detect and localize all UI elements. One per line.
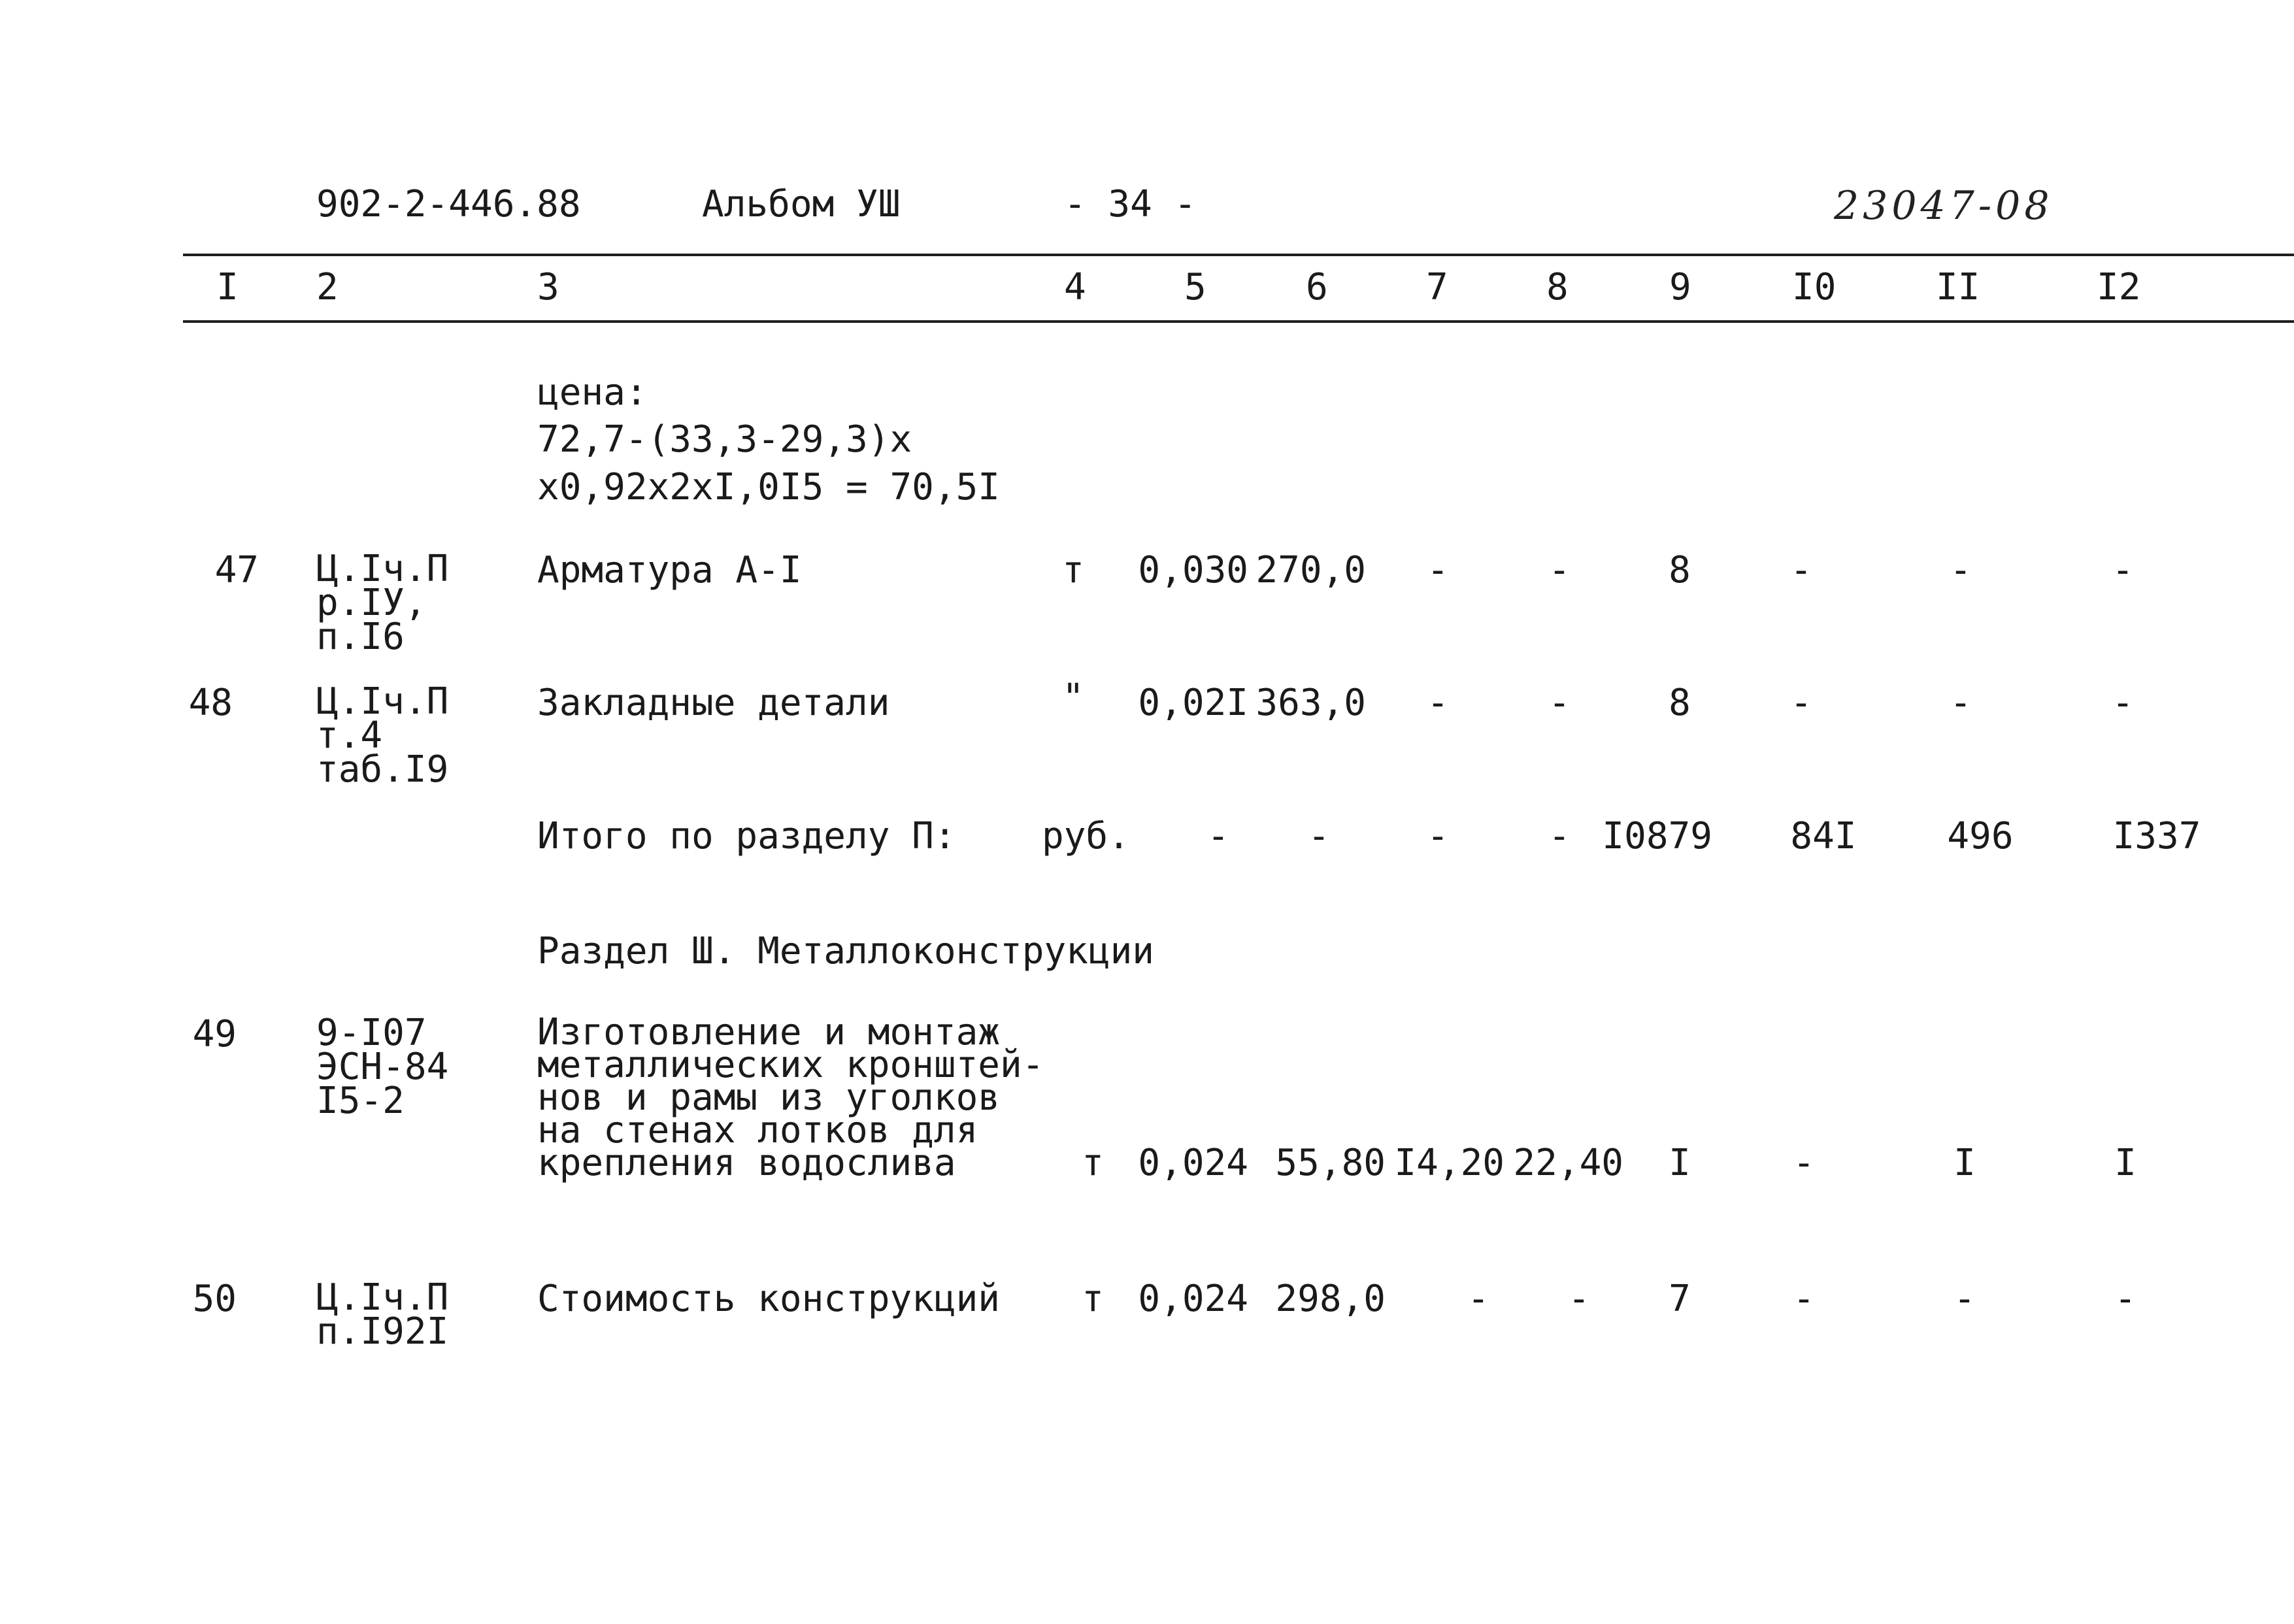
row-cell: 8 [1669,682,1691,724]
row-cell: - [1427,549,1449,591]
row-cell: - [1790,549,1812,591]
row-cell: 22,40 [1513,1142,1623,1184]
row-number: 47 [214,549,259,591]
row-name: Стоимость конструкций [537,1278,1001,1320]
handwritten-number: 23047-08 [1834,183,2053,229]
row-name: Арматура А-I [537,549,802,591]
row-unit-price: 363,0 [1255,682,1366,724]
table-top-rule [183,254,2294,256]
row-number: 50 [192,1278,237,1320]
row-cell: I [1669,1142,1691,1184]
row-reference: Ц.Iч.П т.4 таб.I9 [316,680,449,791]
row-cell: - [1427,682,1449,724]
row-quantity: 0,030 [1138,549,1248,591]
row-unit: т [1082,1142,1104,1184]
column-number: I2 [2097,266,2141,308]
row-quantity: 0,02I [1138,682,1248,724]
row-cell: 7 [1669,1278,1691,1320]
row-cell: - [1950,682,1972,724]
table-header-bottom-rule [183,320,2294,323]
row-reference: 9-I07 ЭСН-84 I5-2 [316,1012,449,1122]
section-title: Раздел Ш. Металлоконструкции [537,930,1155,972]
row-cell: I [2114,1142,2136,1184]
row-unit: т [1062,549,1084,591]
row-cell: I4,20 [1394,1142,1504,1184]
row-name: Закладные детали [537,682,890,724]
row-cell: - [1793,1278,1815,1320]
total-label: Итого по разделу П: [537,815,956,857]
column-number: 8 [1546,266,1569,308]
column-number: 7 [1426,266,1448,308]
row-unit-price: 55,80 [1275,1142,1386,1184]
row-number: 49 [192,1013,237,1055]
row-unit: " [1062,676,1084,719]
row-name: Изготовление и монтаж металлических кронштей- нов и рамы из уголков на стенах лотков для крепления водослива [537,1011,1044,1184]
row-cell: - [1207,815,1229,857]
row-cell: - [2112,682,2134,724]
row-quantity: 0,024 [1138,1278,1248,1320]
price-note-formula-line: 72,7-(33,3-29,3)x [537,418,912,461]
row-cell: - [1568,1278,1590,1320]
total-cell: 496 [1947,815,2014,857]
row-cell: I [1953,1142,1976,1184]
row-reference: Ц.Iч.П п.I92I [316,1276,449,1353]
column-number: 3 [537,266,559,308]
column-number: I [216,266,239,308]
row-cell: - [1427,815,1449,857]
row-unit: т [1082,1278,1104,1320]
row-unit-price: 270,0 [1255,549,1366,591]
column-number: I0 [1792,266,1837,308]
column-number: 9 [1669,266,1691,308]
column-number: 4 [1064,266,1086,308]
row-cell: - [1548,682,1571,724]
row-quantity: 0,024 [1138,1142,1248,1184]
row-cell: - [1793,1142,1815,1184]
column-number: 6 [1306,266,1328,308]
album-label: Альбом УШ [702,183,901,225]
row-cell: - [1548,549,1571,591]
row-cell: - [1953,1278,1976,1320]
row-cell: - [1548,815,1571,857]
column-number: 5 [1184,266,1206,308]
row-reference: Ц.Iч.П р.IУ, п.I6 [316,548,449,658]
row-cell: - [1467,1278,1489,1320]
row-cell: - [1308,815,1330,857]
row-cell: - [2112,549,2134,591]
total-unit: руб. [1042,815,1130,857]
price-note-label: цена: [537,371,648,414]
total-cell: 84I [1790,815,1857,857]
column-number: 2 [316,266,339,308]
row-cell: 8 [1669,549,1691,591]
page-number: - 34 - [1064,183,1197,225]
row-number: 48 [188,682,233,724]
document-code: 902-2-446.88 [316,183,581,225]
row-cell: - [1790,682,1812,724]
total-cell: I337 [2112,815,2201,857]
column-number: II [1936,266,1980,308]
row-unit-price: 298,0 [1275,1278,1386,1320]
row-cell: - [2114,1278,2136,1320]
row-cell: - [1950,549,1972,591]
price-note-formula-line: x0,92x2xI,0I5 = 70,5I [537,466,1001,508]
total-cell: I0879 [1602,815,1712,857]
